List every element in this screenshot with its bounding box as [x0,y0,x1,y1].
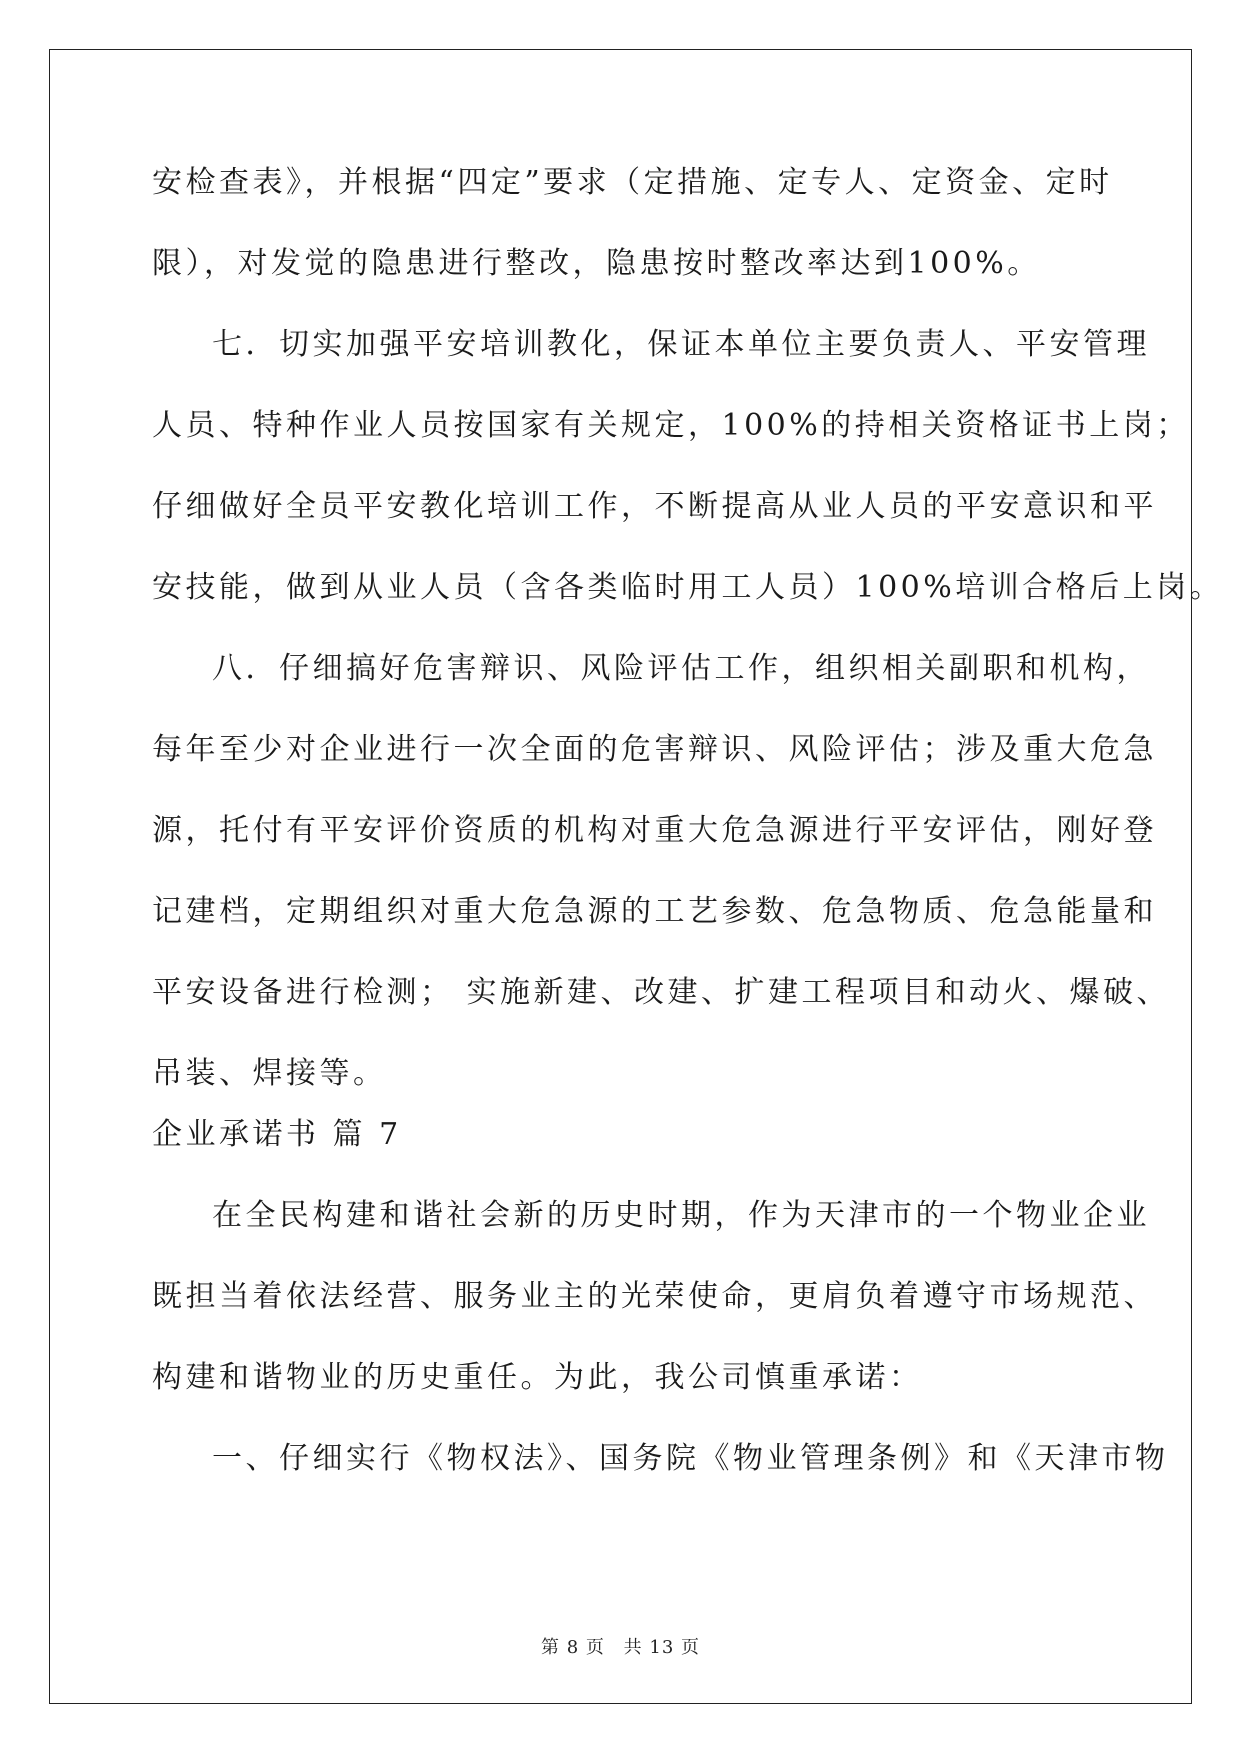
text-line: 每年至少对企业进行一次全面的危害辩识、风险评估；涉及重大危急 [152,732,1157,767]
text-line: 构建和谐物业的历史重任。为此，我公司慎重承诺： [152,1360,923,1395]
text-line: 平安设备进行检测； 实施新建、改建、扩建工程项目和动火、爆破、 [152,975,1171,1010]
text-line: 仔细做好全员平安教化培训工作，不断提高从业人员的平安意识和平 [152,489,1157,524]
page-number-total: 共 13 页 [623,1637,700,1658]
page-footer [0,1633,1241,1659]
paragraph-start-line: 一、仔细实行《物权法》、国务院《物业管理条例》和《天津市物 [212,1441,1169,1476]
paragraph-start-line: 八．仔细搞好危害辩识、风险评估工作，组织相关副职和机构， [212,651,1150,686]
text-line: 记建档，定期组织对重大危急源的工艺参数、危急物质、危急能量和 [152,894,1157,929]
paragraph-start-line: 在全民构建和谐社会新的历史时期，作为天津市的一个物业企业 [212,1198,1150,1233]
text-line: 源，托付有平安评价资质的机构对重大危急源进行平安评估，刚好登 [152,813,1157,848]
text-line: 既担当着依法经营、服务业主的光荣使命，更肩负着遵守市场规范、 [152,1279,1157,1314]
text-line: 限），对发觉的隐患进行整改，隐患按时整改率达到100%。 [152,246,1041,281]
paragraph-start-line: 七．切实加强平安培训教化，保证本单位主要负责人、平安管理 [212,327,1150,362]
document-body [152,163,1224,1520]
text-line: 吊装、焊接等。 [152,1056,387,1091]
page-number-current: 第 8 页 [541,1637,605,1658]
text-line: 安检查表》，并根据“四定”要求（定措施、定专人、定资金、定时 [152,165,1113,200]
text-line: 人员、特种作业人员按国家有关规定，100%的持相关资格证书上岗； [152,408,1190,443]
section-heading: 企业承诺书 篇 7 [152,1117,402,1152]
text-line: 安技能，做到从业人员（含各类临时用工人员）100%培训合格后上岗。 [152,570,1224,605]
